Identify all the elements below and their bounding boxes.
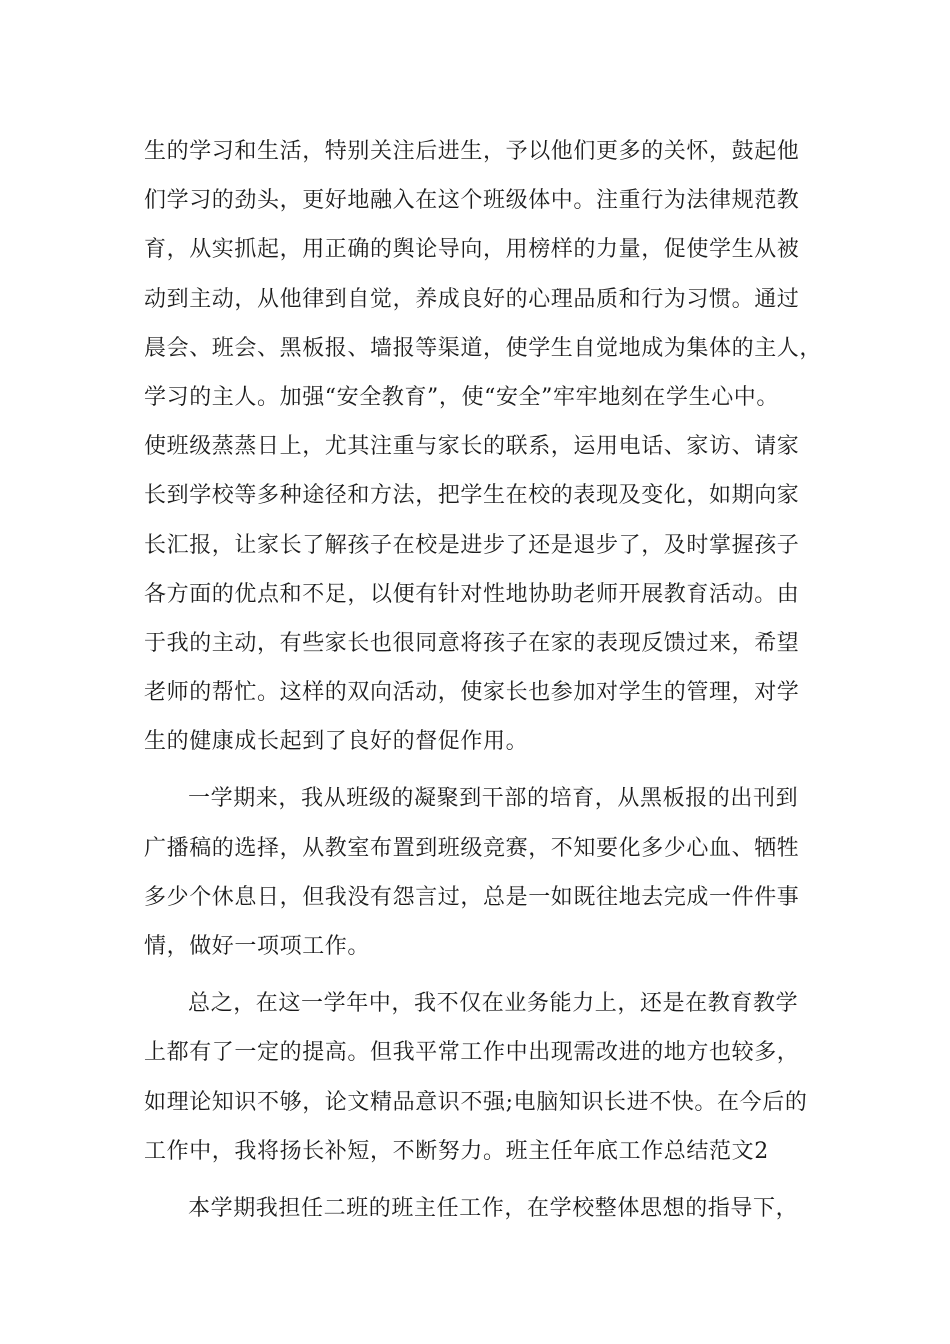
paragraph: [144, 1184, 816, 1233]
text-line: 生的健康成长起到了良好的督促作用。: [144, 729, 529, 755]
text-line: 情，做好一项项工作。: [144, 934, 371, 959]
text-line: 们学习的劲头，更好地融入在这个班级体中。注重行为法律规范教: [144, 188, 800, 214]
text-line: 长到学校等多种途径和方法，把学生在校的表现及变化，如期向家: [144, 483, 800, 509]
text-line: 长汇报，让家长了解孩子在校是进步了还是退步了，及时掌握孩子: [144, 532, 800, 558]
text-line: 各方面的优点和不足，以便有针对性地协助老师开展教育活动。由: [144, 581, 800, 607]
text-line: 如理论知识不够，论文精品意识不强;电脑知识长进不快。在今后的: [144, 1089, 808, 1115]
text-line: 多少个休息日，但我没有怨言过，总是一如既往地去完成一件件事: [144, 884, 800, 910]
text-line: 老师的帮忙。这样的双向活动，使家长也参加对学生的管理，对学: [144, 680, 800, 706]
paragraph: [144, 774, 816, 971]
paragraph: [144, 127, 823, 766]
text-line: 学习的主人。加强“安全教育”，使“安全”牢牢地刻在学生心中。: [144, 384, 779, 410]
text-line: 动到主动，从他律到自觉，养成良好的心理品质和行为习惯。通过: [144, 286, 800, 312]
text-line: 总之，在这一学年中，我不仅在业务能力上，还是在教育教学: [188, 991, 799, 1017]
text-line: 晨会、班会、黑板报、墙报等渠道，使学生自觉地成为集体的主人，: [144, 335, 823, 361]
text-line: 育，从实抓起，用正确的舆论导向，用榜样的力量，促使学生从被: [144, 237, 800, 263]
text-line: 工作中，我将扬长补短，不断努力。班主任年底工作总结范文2: [144, 1138, 769, 1164]
paragraph: [144, 979, 816, 1176]
text-line: 一学期来，我从班级的凝聚到干部的培育，从黑板报的出刊到: [188, 786, 799, 812]
text-line: 上都有了一定的提高。但我平常工作中出现需改进的地方也较多，: [144, 1040, 800, 1066]
body-text: [144, 127, 823, 1233]
text-line: 于我的主动，有些家长也很同意将孩子在家的表现反馈过来，希望: [144, 630, 800, 656]
text-line: 生的学习和生活，特别关注后进生，予以他们更多的关怀，鼓起他: [144, 139, 800, 164]
text-line: 使班级蒸蒸日上，尤其注重与家长的联系，运用电话、家访、请家: [144, 434, 800, 460]
text-line: 广播稿的选择，从教室布置到班级竞赛，不知要化多少心血、牺牲: [144, 835, 800, 861]
text-line: 本学期我担任二班的班主任工作，在学校整体思想的指导下，: [188, 1195, 799, 1221]
